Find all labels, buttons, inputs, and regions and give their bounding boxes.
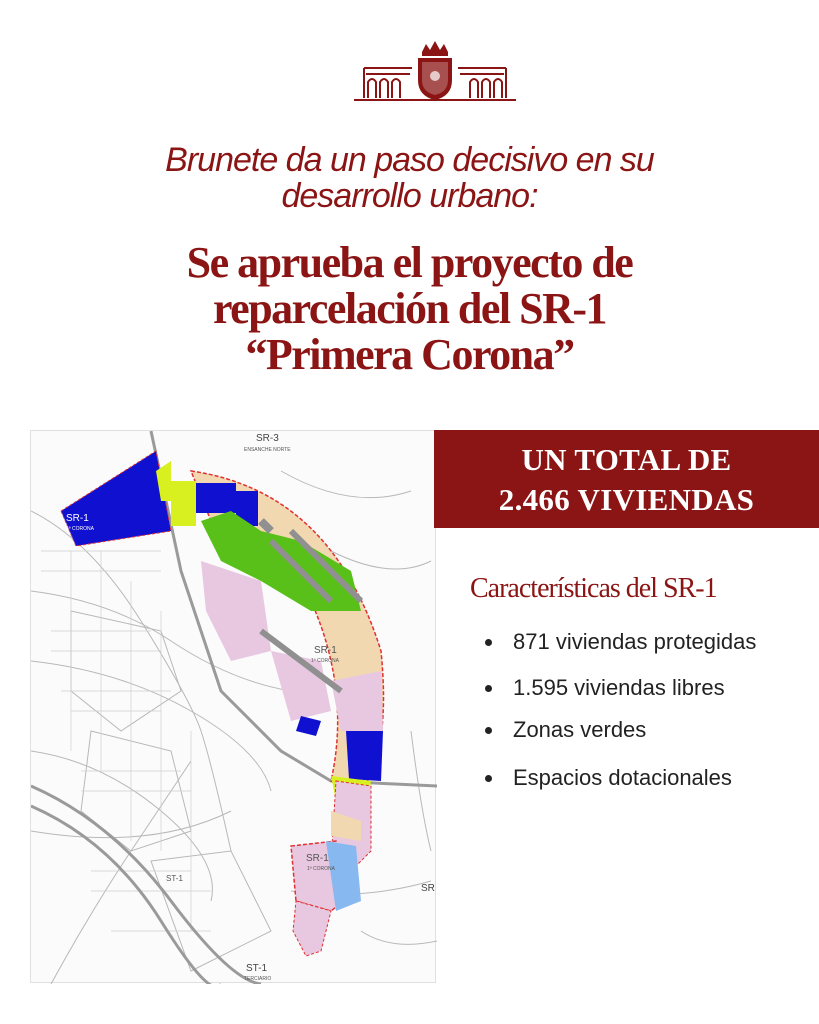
feature-item — [485, 718, 815, 742]
bullet-icon — [485, 639, 492, 646]
banner-line-2: 2.466 VIVIENDAS — [498, 482, 755, 517]
headline-line-1: Se aprueba el proyecto de — [186, 238, 633, 287]
label-sr3: SR-3 — [256, 433, 279, 444]
label-st1: ST-1 — [246, 963, 268, 974]
headline-line-2: reparcelación del SR-1 — [212, 284, 607, 333]
feature-item — [485, 676, 815, 700]
label-sr3-sub: ENSANCHE NORTE — [244, 447, 291, 453]
feature-item-label: 1.595 viviendas libres — [513, 675, 725, 700]
subtitle-line-2: desarrollo urbano: — [281, 177, 538, 215]
banner-line-1: UN TOTAL DE — [521, 442, 732, 477]
feature-item — [485, 630, 815, 654]
total-housing-banner — [434, 430, 819, 528]
urban-plan-map — [30, 430, 436, 983]
feature-item-label: 871 viviendas protegidas — [513, 629, 757, 654]
label-sr1-south-sub: 1ª CORONA — [307, 866, 335, 872]
headline-line-3: “Primera Corona” — [245, 330, 574, 379]
subtitle-line-1: Brunete da un paso decisivo en su — [165, 141, 654, 179]
bullet-icon — [485, 775, 492, 782]
label-sr1-nw-sub: 1ª CORONA — [66, 526, 94, 532]
bullet-icon — [485, 685, 492, 692]
headline — [0, 240, 819, 378]
features-title: Características del SR-1 — [470, 573, 717, 604]
subtitle — [0, 142, 819, 214]
municipal-crest-logo — [352, 38, 518, 102]
label-sr1-south: SR-1 — [306, 853, 329, 864]
feature-item-label: Zonas verdes — [513, 717, 647, 742]
label-st1-sub: TERCIARIO — [244, 976, 272, 982]
label-sr-east: SR — [421, 883, 435, 894]
label-sr1-mid: SR-1 — [314, 645, 337, 656]
label-st1-west: ST-1 — [166, 874, 183, 883]
features-list — [485, 630, 815, 812]
label-sr1-nw: SR-1 — [66, 513, 89, 524]
label-sr1-mid-sub: 1ª CORONA — [311, 658, 339, 664]
bullet-icon — [485, 727, 492, 734]
feature-item-label: Espacios dotacionales — [513, 765, 732, 790]
feature-item — [485, 766, 815, 790]
